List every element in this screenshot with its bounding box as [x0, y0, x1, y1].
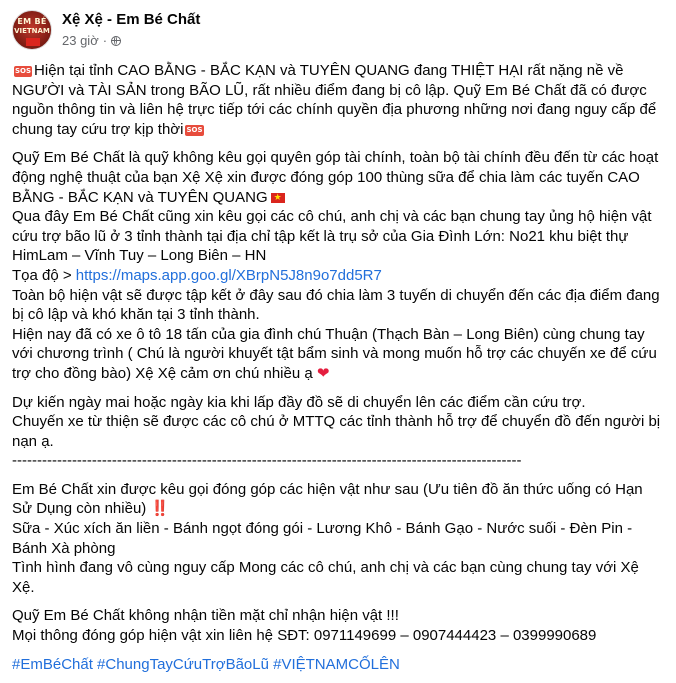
schedule-text: Dự kiến ngày mai hoặc ngày kia khi lấp đầy đồ sẽ di chuyển lên các điểm cần cứu trợ. — [12, 393, 586, 411]
sos-icon: SOS — [15, 67, 32, 75]
double-exclamation-icon: ‼️ — [150, 500, 170, 518]
sos-icon: SOS — [186, 125, 203, 134]
flag-icon — [26, 38, 40, 46]
page-avatar[interactable] — [12, 10, 52, 50]
paragraph-info — [12, 148, 664, 383]
no-cash-text: Quỹ Em Bé Chất không nhận tiền mặt chỉ nhận hiện vật !!! — [12, 607, 399, 625]
avatar-text-top: EM BÉ — [17, 17, 47, 26]
contact-phones: Mọi thông đóng góp hiện vật xin liên hệ SĐT: 0971149699 – 0907444423 – 0399990689 — [12, 627, 597, 645]
heart-icon: ❤ — [316, 364, 330, 382]
paragraph-schedule — [12, 393, 664, 471]
divider-line: ------------------------------------------------------------------------------------------------------ — [12, 452, 522, 470]
urgent-text: Tình hình đang vô cùng nguy cấp Mong các cô chú, anh chị và các bạn cùng chung tay với Xệ Xệ. — [12, 559, 639, 596]
distribution-text: Toàn bộ hiện vật sẽ được tập kết ở đây sau đó chia làm 3 tuyến di chuyển đến các địa điểm đang bị cô lập và khó khăn tại 3 tỉnh thành. — [12, 286, 660, 324]
paragraph-alert — [12, 61, 664, 139]
paragraph-items — [12, 480, 664, 598]
collection-address: Qua đây Em Bé Chất cũng xin kêu gọi các cô chú, anh chị và các bạn chung tay ủng hộ hiện vật cứu trợ bão lũ ở 3 tỉnh thành tại địa chỉ tập kết là trụ sở của Gia Đình Lớn: No21 khu biệt thự HimLam – Vĩnh Tuy – Long Biên – HN — [12, 208, 652, 265]
post-body — [12, 61, 664, 683]
post-meta — [62, 33, 121, 48]
alert-text: Hiện tại tỉnh CAO BẰNG - BẮC KẠN và TUYÊN QUANG đang THIỆT HẠI rất nặng nề về NGƯỜI và TÀI SẢN trong BÃO LŨ, rất nhiều điểm đang bị cô lập. Quỹ Em Bé Chất đã có được nguồn thông tin và liên hệ trực tiếp tới các chính quyền địa phương những nơi đang nguy cấp để chung tay cứu trợ kịp thời — [12, 62, 657, 138]
meta-separator: · — [102, 33, 108, 48]
vietnam-flag-icon — [271, 193, 285, 203]
avatar-text-bottom: VIETNAM — [14, 27, 50, 35]
hashtags[interactable]: #EmBéChất #ChungTayCứuTrợBãoLũ #VIỆTNAMCỐLÊN — [12, 655, 400, 673]
maps-link[interactable]: https://maps.app.goo.gl/XBrpN5J8n9o7dd5R7 — [75, 266, 382, 284]
post-timestamp[interactable]: 23 giờ — [62, 33, 99, 48]
coords-label: Tọa độ > — [12, 266, 76, 284]
fund-description: Quỹ Em Bé Chất là quỹ không kêu gọi quyên góp tài chính, toàn bộ tài chính đều đến từ các hoạt động nghệ thuật của bạn Xệ Xệ xin được đóng góp 100 thùng sữa để chia làm các tuyến CAO BẰNG - BẮC KẠN và TUYÊN QUANG — [12, 149, 659, 206]
items-request-text: Em Bé Chất xin được kêu gọi đóng góp các hiện vật như sau (Ưu tiên đồ ăn thức uống có Hạn Sử Dụng còn nhiều) — [12, 480, 643, 518]
page-name-link[interactable]: Xệ Xệ - Em Bé Chất — [62, 11, 201, 28]
post-header — [12, 8, 662, 52]
items-list: Sữa - Xúc xích ăn liền - Bánh ngọt đóng gói - Lương Khô - Bánh Gạo - Nước suối - Đèn Pin - Bánh Xà phòng — [12, 520, 633, 557]
transport-text: Chuyến xe từ thiện sẽ được các cô chú ở MTTQ các tỉnh thành hỗ trợ để chuyển đồ đến người bị nạn ạ. — [12, 413, 661, 450]
paragraph-contact — [12, 606, 664, 645]
globe-icon[interactable] — [111, 36, 121, 46]
truck-text: Hiện nay đã có xe ô tô 18 tấn của gia đình chú Thuận (Thạch Bàn – Long Biên) cùng chung tay với chương trình ( Chú là người khuyết tật bẩm sinh và mong muốn hỗ trợ các chuyến xe để cứu trợ cho đồng bào) Xệ Xệ cảm ơn chú nhiều ạ — [12, 325, 657, 382]
